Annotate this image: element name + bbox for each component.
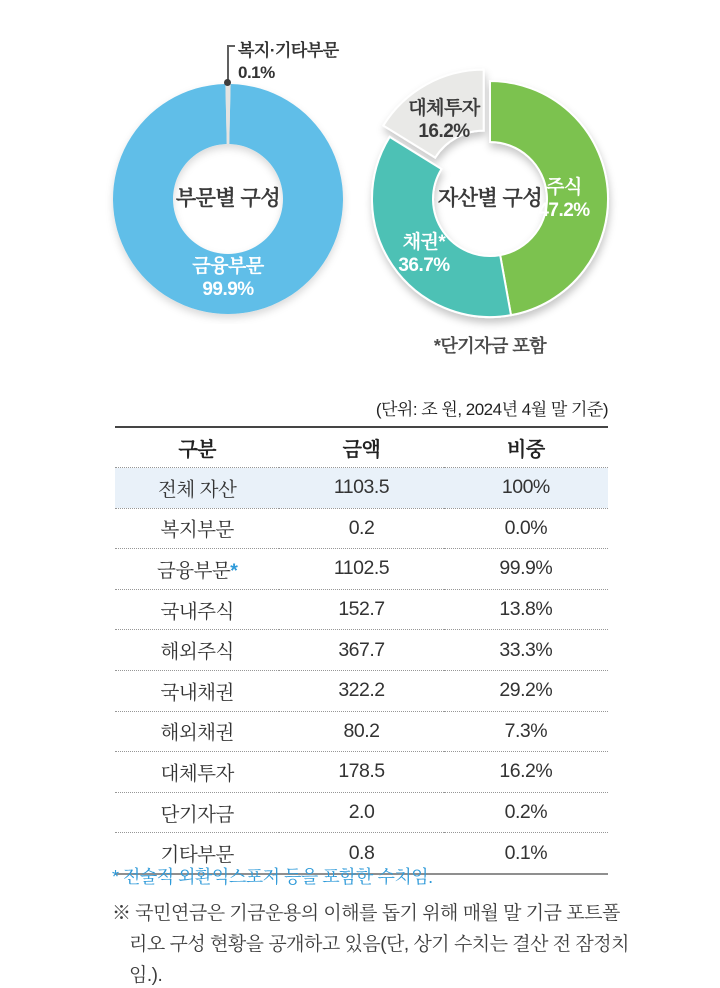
callout-leader-line	[227, 45, 229, 82]
cell-amount: 367.7	[279, 630, 443, 671]
sector-donut-center-label: 부문별 구성	[175, 187, 281, 210]
bonds-label	[354, 231, 494, 277]
table-row	[115, 752, 608, 793]
cell-amount: 80.2	[279, 711, 443, 752]
bonds-label-name: 채권*	[402, 232, 446, 253]
cell-amount: 0.8	[348, 841, 375, 864]
stocks-label-name: 주식	[546, 177, 582, 198]
cell-category: 복지부문	[115, 508, 279, 549]
table-row	[115, 468, 608, 509]
cell-amount: 0.2	[279, 508, 443, 549]
table-header-row	[115, 427, 608, 468]
footnote-asterisk: * 전술적 외환익스포저 등을 포함한 수치임.	[112, 867, 433, 887]
table-header-col-1: 금액	[279, 427, 443, 468]
cell-share: 100%	[444, 468, 608, 509]
stocks-label	[514, 176, 614, 222]
cell-share: 16.2%	[444, 752, 608, 793]
cell-share: 0.0%	[444, 508, 608, 549]
cell-share: 99.9%	[444, 549, 608, 590]
cell-amount: 1102.5	[279, 549, 443, 590]
cell-share: 33.3%	[444, 630, 608, 671]
alternatives-label	[374, 97, 514, 143]
footnote-reference: ※ 국민연금은 기금운용의 이해를 돕기 위해 매월 말 기금 포트폴리오 구성 현황을 공개하고 있음(단, 상기 수치는 결산 전 잠정치임.).	[112, 903, 629, 986]
cell-share: 0.1%	[504, 841, 548, 864]
asset-donut-center-label: 자산별 구성	[437, 187, 543, 210]
cell-amount: 178.5	[279, 752, 443, 793]
bonds-label-value: 36.7%	[398, 255, 450, 276]
welfare-callout-value: 0.1%	[238, 63, 275, 82]
donut-segment-채권*	[372, 137, 511, 317]
table-row	[115, 792, 608, 833]
table-row	[115, 711, 608, 752]
cell-category: 국내채권	[115, 670, 279, 711]
cell-share: 0.2%	[444, 792, 608, 833]
portfolio-table-head	[115, 427, 608, 468]
finance-sector-label	[148, 255, 308, 301]
cell-category: 금융부문*	[115, 549, 279, 590]
alternatives-label-name: 대체투자	[408, 98, 480, 119]
unit-caption: (단위: 조 원, 2024년 4월 말 기준)	[375, 400, 608, 419]
table-row	[115, 670, 608, 711]
cell-category: 전체 자산	[115, 468, 279, 509]
cell-amount: 1103.5	[279, 468, 443, 509]
callout-anchor-dot	[224, 79, 231, 86]
cell-amount: 152.7	[279, 589, 443, 630]
cell-category: 대체투자	[115, 752, 279, 793]
cell-category: 해외주식	[115, 630, 279, 671]
table-header-col-0: 구분	[115, 427, 279, 468]
cell-category: 국내주식	[115, 589, 279, 630]
cell-share: 13.8%	[444, 589, 608, 630]
cell-share: 29.2%	[444, 670, 608, 711]
table-row	[115, 508, 608, 549]
cell-category: 기타부문	[160, 844, 234, 867]
short-term-funds-note: *단기자금 포함	[433, 336, 547, 356]
blue-asterisk: *	[230, 559, 238, 582]
welfare-callout-name: 복지·기타부문	[238, 41, 339, 60]
table-row	[115, 589, 608, 630]
stocks-label-value: 47.2%	[538, 200, 590, 221]
cell-category: 단기자금	[115, 792, 279, 833]
cell-category: 해외채권	[115, 711, 279, 752]
table-row	[115, 630, 608, 671]
cell-amount: 2.0	[279, 792, 443, 833]
table-row	[115, 549, 608, 590]
cell-amount: 322.2	[279, 670, 443, 711]
portfolio-table	[115, 426, 608, 875]
portfolio-table-body	[115, 468, 608, 874]
cell-share: 7.3%	[444, 711, 608, 752]
table-header-col-2: 비중	[444, 427, 608, 468]
finance-sector-label-name: 금융부문	[192, 256, 264, 277]
alternatives-label-value: 16.2%	[418, 121, 470, 142]
finance-sector-label-value: 99.9%	[202, 279, 254, 300]
